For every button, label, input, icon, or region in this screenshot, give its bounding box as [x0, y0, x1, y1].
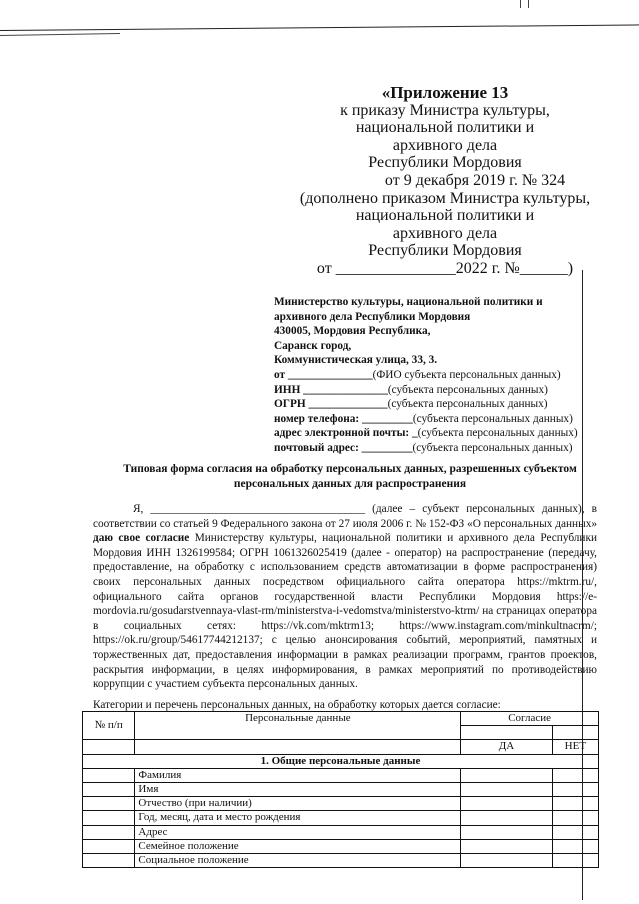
table-cell	[83, 740, 135, 754]
table-header-row	[83, 712, 599, 726]
table-intro: Категории и перечень персональных данных, на обработку которых дается согласие:	[93, 699, 501, 711]
row-num	[83, 853, 135, 867]
consent-table	[82, 711, 599, 868]
yes-cell[interactable]	[461, 853, 552, 867]
header-consent: Согласие	[461, 712, 599, 726]
row-num	[83, 768, 135, 782]
field-label: почтовый адрес: _________	[274, 441, 413, 454]
addressee-line: Министерство культуры, национальной политики и	[274, 296, 543, 308]
addressee-line: 430005, Мордовия Республика,	[274, 325, 431, 338]
table-row	[83, 782, 599, 796]
header-data: Персональные данные	[135, 712, 461, 740]
field-hint: (субъекта персональных данных)	[417, 427, 578, 440]
scan-artifact-mark	[528, 0, 529, 8]
consent-rest: Министерству культуры, национальной политики и архивного дела Республики Мордовия ИНН 1326199584; ОГРН 1061326025419 (далее - оператор) на распространение (передачу, предоставление, на обработку с использованием средств автоматизации в форме распространения) своих персональных данных посредством официального сайта оператора https://mktrm.ru/, официального сайта органов государственной власти Республики Мордовия https://e-mordovia.ru/gosudarstvennaya-vlast-rm/ministerstva-i-vedomstva/ministerstvo-ktrm/ на страницах оператора в социальных сетях: https://vk.com/mktrm13; https://www.instagram.com/minkultnacrm/; https://ok.ru/group/54617744212137; с целью анонсирования событий, мероприятий, памятных и торжественных дат, предоставления информации в рамках реализации программ, грантов проектов, раскрытия информации, в целях информирования, в рамках мероприятий по противодействию коррупции с участием субъекта персональных данных.	[93, 532, 597, 691]
sender-field	[274, 441, 594, 456]
field-label: ОГРН ______________	[274, 398, 388, 411]
consent-body	[93, 502, 597, 692]
appendix-line: Республики Мордовия	[368, 242, 522, 260]
header-yes	[461, 726, 552, 740]
row-num	[83, 797, 135, 811]
row-num	[83, 825, 135, 839]
table-subheader-row	[83, 740, 599, 754]
field-hint: (ФИО субъекта персональных данных)	[372, 368, 561, 381]
no-cell[interactable]	[552, 768, 598, 782]
addressee-line: Коммунистическая улица, 33, 3.	[274, 354, 438, 367]
table-row	[83, 825, 599, 839]
no-cell[interactable]	[552, 782, 598, 796]
addressee-line: Саранск город,	[274, 339, 352, 352]
section-title: 1. Общие персональные данные	[83, 754, 599, 768]
header-num: № п/п	[83, 712, 135, 740]
row-label: Год, месяц, дата и место рождения	[135, 811, 461, 825]
sender-field	[274, 383, 594, 398]
field-label: адрес электронной почты: _	[274, 427, 418, 440]
field-label: ИНН _______________	[274, 383, 388, 396]
no-label: НЕТ	[552, 740, 598, 754]
field-hint: (субъекта персональных данных)	[412, 441, 573, 454]
field-hint: (субъекта персональных данных)	[412, 412, 573, 425]
row-label: Социальное положение	[135, 853, 461, 867]
appendix-line: архивного дела	[392, 224, 498, 242]
no-cell[interactable]	[552, 797, 598, 811]
appendix-line: архивного дела	[392, 136, 498, 154]
no-cell[interactable]	[552, 839, 598, 853]
appendix-line: от _______________2022 г. №______)	[316, 259, 574, 277]
row-num	[83, 782, 135, 796]
row-label: Отчество (при наличии)	[135, 797, 461, 811]
sender-field	[274, 368, 594, 383]
row-num	[83, 839, 135, 853]
appendix-line: к приказу Министра культуры,	[340, 101, 550, 119]
row-label: Семейное положение	[135, 839, 461, 853]
sender-field	[274, 397, 594, 412]
consent-paragraph	[93, 502, 597, 692]
field-hint: (субъекта персональных данных)	[387, 398, 548, 411]
consent-bold: даю свое согласие	[93, 532, 195, 545]
appendix-title: «Приложение 13	[381, 83, 509, 102]
header-no	[552, 726, 598, 740]
row-label: Имя	[135, 782, 461, 796]
yes-cell[interactable]	[461, 839, 552, 853]
yes-cell[interactable]	[461, 797, 552, 811]
no-cell[interactable]	[552, 811, 598, 825]
table-row	[83, 853, 599, 867]
scan-artifact-line	[0, 33, 120, 36]
row-num	[83, 811, 135, 825]
table-row	[83, 811, 599, 825]
yes-cell[interactable]	[461, 811, 552, 825]
appendix-line: (дополнено приказом Министра культуры,	[299, 189, 591, 207]
field-label: от _______________	[274, 368, 373, 381]
appendix-line: национальной политики и	[355, 207, 535, 225]
appendix-line: национальной политики и	[355, 119, 535, 137]
row-label: Фамилия	[135, 768, 461, 782]
addressee-block	[274, 295, 594, 456]
no-cell[interactable]	[552, 825, 598, 839]
yes-cell[interactable]	[461, 768, 552, 782]
field-label: номер телефона: _________	[274, 412, 413, 425]
scan-artifact-line	[0, 24, 639, 31]
table-row	[83, 797, 599, 811]
form-title: Типовая форма согласия на обработку персональных данных, разрешенных субъектом персональных данных для распространения	[123, 463, 577, 490]
no-cell[interactable]	[552, 853, 598, 867]
section-row	[83, 754, 599, 768]
appendix-line: Республики Мордовия	[368, 154, 522, 172]
appendix-line: от 9 декабря 2019 г. № 324	[384, 171, 566, 189]
yes-cell[interactable]	[461, 825, 552, 839]
yes-cell[interactable]	[461, 782, 552, 796]
consent-lead: Я, ______________________________________ (далее – субъект персональных данных), в соответствии со статьей 9 Федерального закона от 27 июля 2006 г. № 152-ФЗ «О персональных данных»	[93, 503, 597, 530]
sender-field	[274, 426, 594, 441]
sender-field	[274, 412, 594, 427]
table-row	[83, 768, 599, 782]
field-hint: (субъекта персональных данных)	[387, 383, 548, 396]
appendix-header	[280, 84, 610, 278]
addressee-line: архивного дела Республики Мордовия	[274, 310, 471, 323]
table-row	[83, 839, 599, 853]
row-label: Адрес	[135, 825, 461, 839]
scan-artifact-mark	[520, 0, 521, 8]
yes-label: ДА	[461, 740, 552, 754]
table-cell	[135, 740, 461, 754]
